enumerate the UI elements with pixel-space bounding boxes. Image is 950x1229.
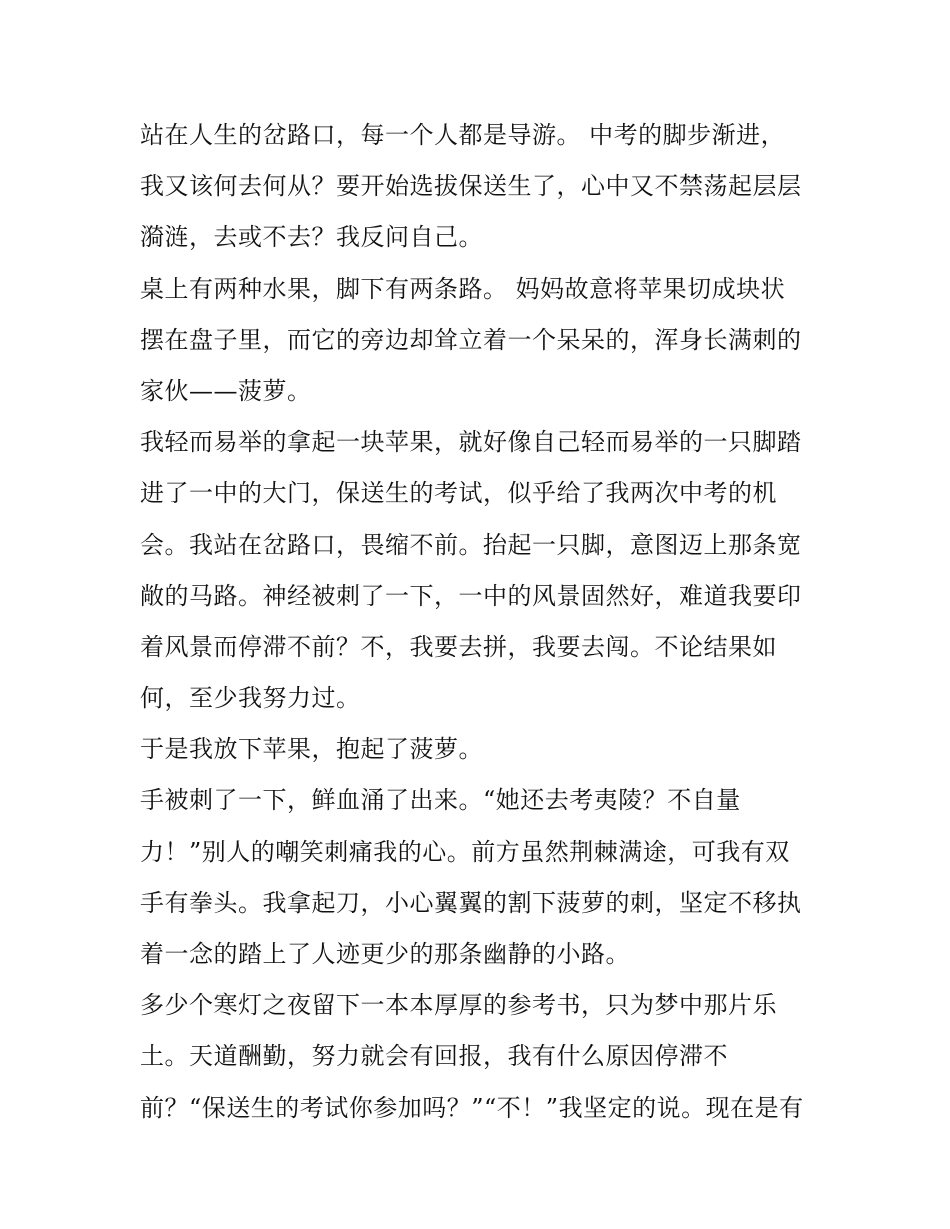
text-line: 土。天道酬勤，努力就会有回报，我有什么原因停滞不 bbox=[140, 1042, 728, 1071]
text-line: 于是我放下苹果，抱起了菠萝。 bbox=[140, 735, 483, 764]
text-line: 站在人生的岔路口，每一个人都是导游。 中考的脚步渐进， bbox=[140, 121, 786, 149]
text-line: 何，至少我努力过。 bbox=[140, 684, 361, 713]
text-line: 前？“保送生的考试你参加吗？”“不！”我坚定的说。现在是有 bbox=[140, 1093, 804, 1122]
text-line: 会。我站在岔路口，畏缩不前。抬起一只脚，意图迈上那条宽 bbox=[140, 530, 802, 559]
text-line: 力！”别人的嘲笑刺痛我的心。前方虽然荆棘满途，可我有双 bbox=[140, 837, 790, 866]
text-line: 着一念的踏上了人迹更少的那条幽静的小路。 bbox=[140, 940, 630, 968]
text-line: 我轻而易举的拿起一块苹果，就好像自己轻而易举的一只脚踏 bbox=[140, 428, 802, 457]
text-line: 摆在盘子里，而它的旁边却耸立着一个呆呆的，浑身长满刺的 bbox=[140, 325, 802, 354]
text-line: 手有拳头。我拿起刀，小心翼翼的割下菠萝的刺，坚定不移执 bbox=[140, 888, 802, 917]
text-line: 手被刺了一下，鲜血涌了出来。“她还去考夷陵？不自量 bbox=[140, 786, 741, 815]
text-line: 漪涟，去或不去？我反问自己。 bbox=[140, 223, 483, 252]
text-line: 着风景而停滞不前？不，我要去拼，我要去闯。不论结果如 bbox=[140, 632, 777, 661]
text-line: 敞的马路。神经被刺了一下，一中的风景固然好，难道我要印 bbox=[140, 581, 802, 610]
text-line: 桌上有两种水果，脚下有两条路。 妈妈故意将苹果切成块状 bbox=[140, 274, 786, 303]
text-line: 家伙——菠萝。 bbox=[140, 376, 312, 405]
text-line: 进了一中的大门，保送生的考试，似乎给了我两次中考的机 bbox=[140, 479, 777, 508]
text-line: 多少个寒灯之夜留下一本本厚厚的参考书，只为梦中那片乐 bbox=[140, 991, 777, 1020]
text-line: 我又该何去何从？要开始选拔保送生了，心中又不禁荡起层层 bbox=[140, 172, 802, 201]
essay-body bbox=[140, 110, 820, 1134]
